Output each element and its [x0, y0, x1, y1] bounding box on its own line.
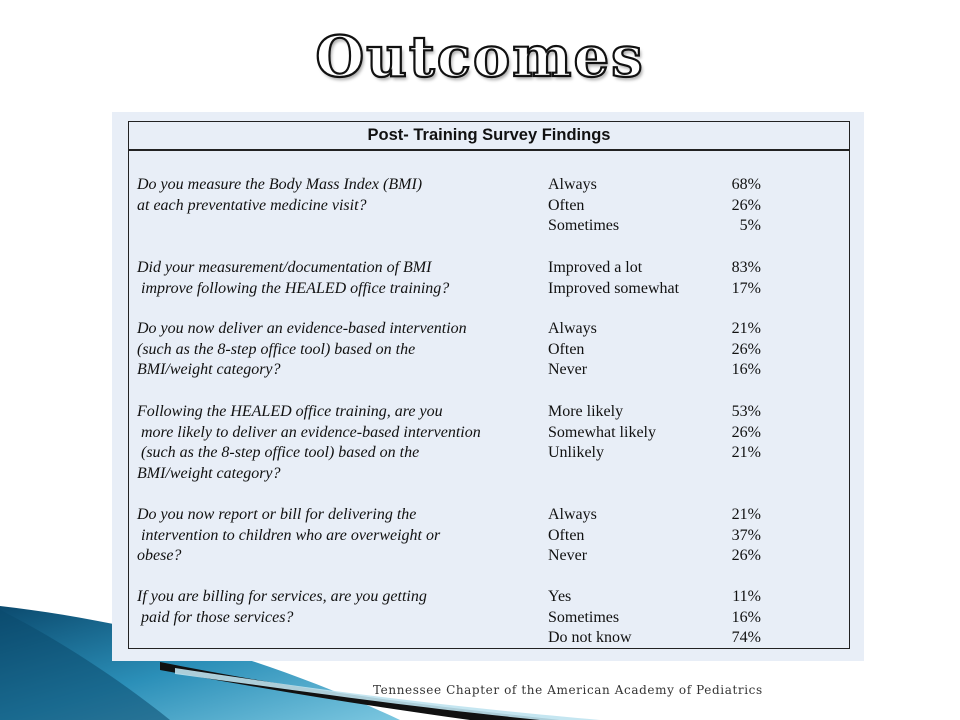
answer-percent: 16% — [731, 608, 761, 626]
answer-option: Often — [548, 340, 585, 358]
answer-option: Sometimes — [548, 608, 620, 626]
answer-option: Often — [548, 526, 585, 544]
survey-question — [137, 505, 547, 567]
question-line: (such as the 8-step office tool) based on the — [137, 444, 420, 462]
answer-option: Never — [548, 361, 588, 379]
survey-percents — [719, 505, 761, 567]
answer-percent: 53% — [731, 403, 761, 420]
question-line: paid for those services? — [137, 608, 294, 626]
table-header: Post- Training Survey Findings — [129, 122, 849, 151]
survey-percents — [719, 319, 761, 381]
answer-option: Somewhat likely — [548, 423, 656, 441]
answer-percent: 11% — [732, 588, 761, 605]
answer-option: Never — [548, 547, 588, 565]
answer-percent: 74% — [731, 629, 761, 647]
survey-answers — [548, 258, 718, 299]
question-line: obese? — [137, 547, 182, 565]
answer-option: Always — [548, 320, 597, 337]
answer-option: Improved somewhat — [548, 279, 680, 297]
answer-percent: 5% — [739, 217, 761, 235]
answer-percent: 68% — [731, 176, 761, 193]
answer-option: Sometimes — [548, 217, 620, 235]
answer-percent: 26% — [731, 423, 761, 441]
survey-answers — [548, 175, 718, 237]
question-line: improve following the HEALED office training? — [137, 279, 450, 297]
survey-question — [137, 402, 547, 484]
answer-option: Yes — [548, 588, 572, 605]
survey-percents — [719, 587, 761, 649]
survey-percents — [719, 258, 761, 299]
survey-table — [128, 121, 850, 649]
question-line: Do you measure the Body Mass Index (BMI) — [137, 176, 423, 193]
question-line: Following the HEALED office training, are you — [137, 403, 443, 420]
answer-option: More likely — [548, 403, 624, 420]
answer-option: Unlikely — [548, 444, 604, 462]
survey-question — [137, 175, 547, 216]
answer-percent: 26% — [731, 340, 761, 358]
slide-title: Outcomes — [315, 24, 645, 90]
survey-answers — [548, 402, 718, 464]
question-line: at each preventative medicine visit? — [137, 196, 367, 214]
question-line: BMI/weight category? — [137, 361, 281, 379]
answer-percent: 37% — [731, 526, 761, 544]
survey-percents — [719, 402, 761, 464]
answer-option: Always — [548, 176, 597, 193]
answer-percent: 26% — [731, 547, 761, 565]
survey-percents — [719, 175, 761, 237]
survey-question — [137, 319, 547, 381]
question-line: more likely to deliver an evidence-based intervention — [137, 423, 481, 441]
answer-percent: 21% — [731, 444, 761, 462]
answer-option: Do not know — [548, 629, 632, 647]
question-line: intervention to children who are overweight or — [137, 526, 441, 544]
question-line: Do you now report or bill for delivering the — [137, 506, 417, 523]
answer-percent: 83% — [731, 259, 761, 276]
survey-table-panel — [112, 112, 864, 661]
question-line: (such as the 8-step office tool) based on the — [137, 340, 416, 358]
answer-percent: 17% — [731, 279, 761, 297]
survey-answers — [548, 587, 718, 649]
survey-answers — [548, 505, 718, 567]
answer-percent: 16% — [731, 361, 761, 379]
answer-option: Always — [548, 506, 597, 523]
answer-option: Often — [548, 196, 585, 214]
survey-answers — [548, 319, 718, 381]
question-line: If you are billing for services, are you getting — [137, 588, 427, 605]
question-line: BMI/weight category? — [137, 464, 281, 482]
question-line: Did your measurement/documentation of BMI — [137, 259, 432, 276]
survey-question — [137, 587, 547, 628]
answer-option: Improved a lot — [548, 259, 643, 276]
answer-percent: 21% — [731, 320, 761, 337]
slide-footer: Tennessee Chapter of the American Academy of Pediatrics — [373, 683, 763, 697]
question-line: Do you now deliver an evidence-based intervention — [137, 320, 467, 337]
survey-question — [137, 258, 547, 299]
answer-percent: 21% — [731, 506, 761, 523]
answer-percent: 26% — [731, 196, 761, 214]
